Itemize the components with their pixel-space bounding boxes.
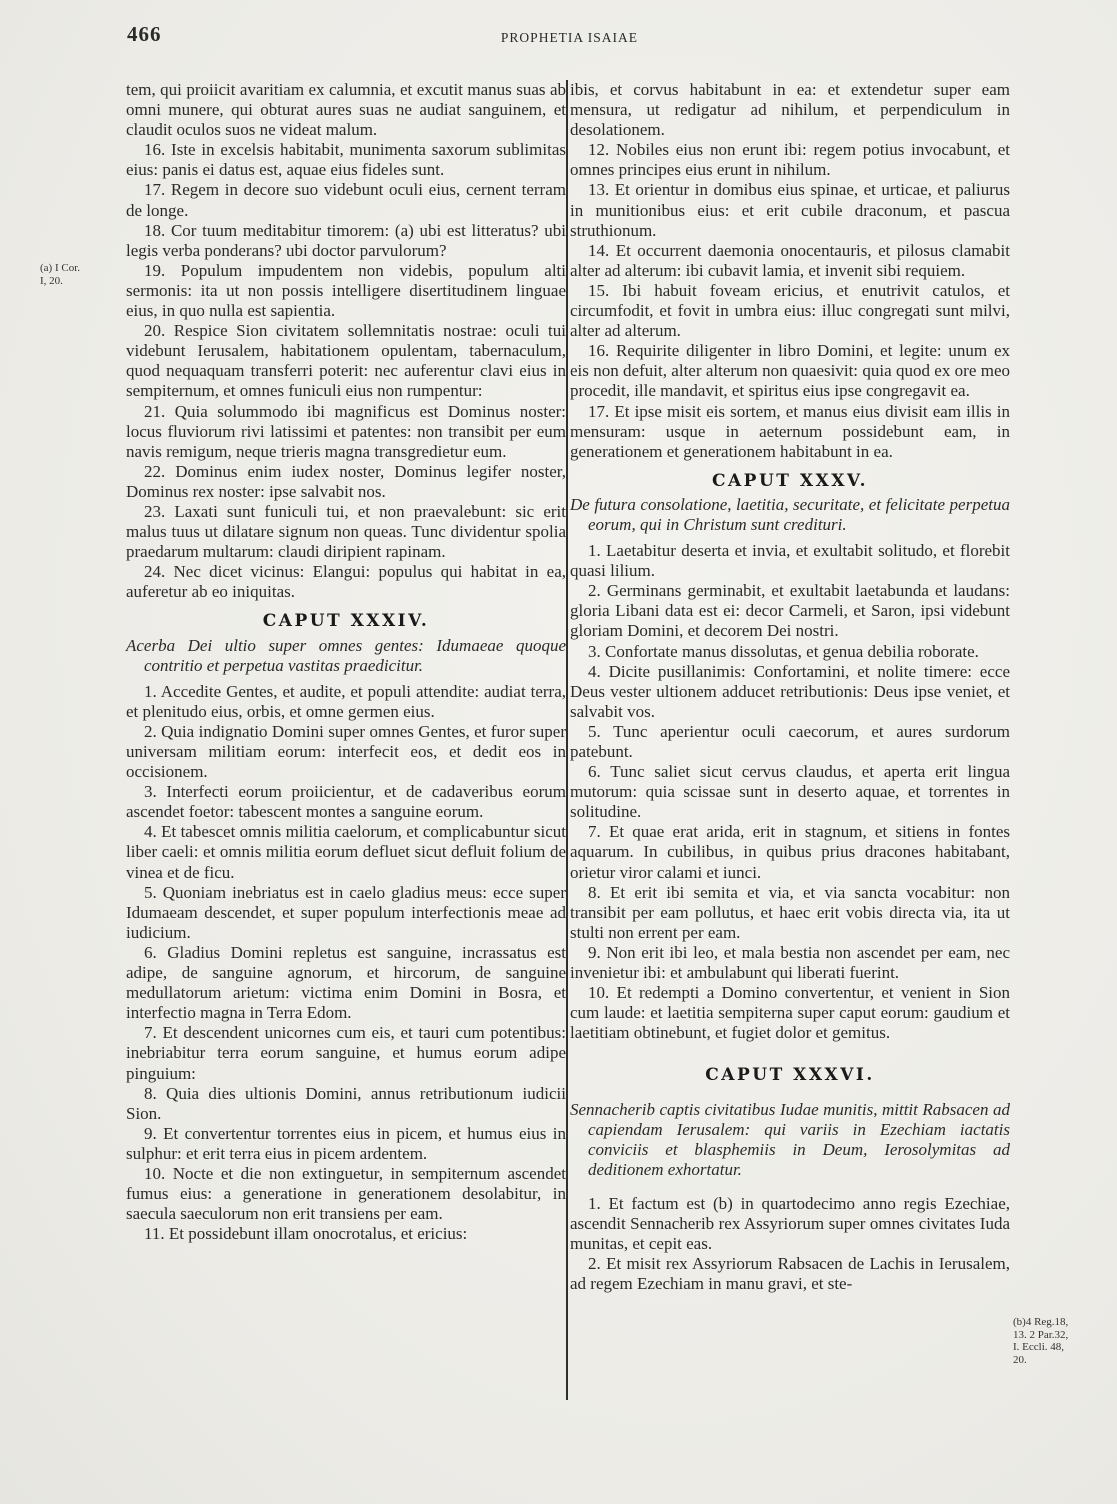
verse: 17. Regem in decore suo videbunt oculi eius, cernent terram de longe. — [126, 180, 566, 220]
chapter-summary: Sennacherib captis civitatibus Iudae munitis, mittit Rabsacen ad capiendam Ierusalem: qui variis in Ezechiam iactatis conviciis et blasphemiis in Deum, Ierosolymitas ad deditionem exhortatur. — [570, 1099, 1010, 1179]
verse: 15. Ibi habuit foveam ericius, et enutrivit catulos, et circumfodit, et fovit in umbra eius: illuc congregati sunt milvi, alter ad alterum. — [570, 280, 1010, 341]
verse: 8. Et erit ibi semita et via, et via sancta vocabitur: non transibit per eam pollutus, et haec erit vobis directa via, ita ut stulti non errent per eam. — [570, 882, 1010, 942]
verse: tem, qui proiicit avaritiam ex calumnia, et excutit manus suas ab omni munere, qui obturat aures suas ne audiat sanguinem, et claudit oculos suos ne videat malum. — [126, 80, 566, 140]
verse: 16. Requirite diligenter in libro Domini, et legite: unum ex eis non defuit, alter alterum non quaesivit: quia quod ex ore meo procedit, ille mandavit, et spiritus eius ipse congregavit ea. — [570, 341, 1010, 401]
verse: 13. Et orientur in domibus eius spinae, et urticae, et paliurus in munitionibus eius: et erit cubile draconum, et pascua struthionum. — [570, 180, 1010, 240]
verse: 24. Nec dicet vicinus: Elangui: populus qui habitat in ea, auferetur ab eo iniquitas. — [126, 562, 566, 602]
margin-note-line: (b)4 Reg.18, — [1013, 1316, 1069, 1328]
chapter-summary: De futura consolatione, laetitia, securitate, et felicitate perpetua eorum, qui in Christum sunt credituri. — [570, 494, 1010, 534]
chapter-heading: CAPUT XXXVI. — [705, 1065, 875, 1086]
margin-note-line: 20. — [1013, 1353, 1027, 1366]
verse: 2. Et misit rex Assyriorum Rabsacen de Lachis in Ierusalem, ad regem Ezechiam in manu gravi, et ste- — [570, 1254, 1010, 1294]
margin-note-line: (a) I Cor. — [40, 262, 81, 274]
verse: 6. Gladius Domini repletus est sanguine, incrassatus est adipe, de sanguine agnorum, et hircorum, de sanguine medullatorum arietum: victima enim Domini in Bosra, et interfectio magna in Terra Edom. — [126, 942, 566, 1023]
right-column — [570, 80, 1010, 1294]
verse: 1. Et factum est (b) in quartodecimo anno regis Ezechiae, ascendit Sennacherib rex Assyriorum super omnes civitates Iuda munitas, et cepit eas. — [570, 1193, 1010, 1254]
verse: 10. Et redempti a Domino convertentur, et venient in Sion cum laude: et laetitia sempiterna super caput eorum: gaudium et laetitiam obtinebunt, et fugiet dolor et gemitus. — [570, 983, 1010, 1043]
verse: 8. Quia dies ultionis Domini, annus retributionum iudicii Sion. — [126, 1083, 566, 1123]
verse: 6. Tunc saliet sicut cervus claudus, et aperta erit lingua mutorum: quia scissae sunt in deserto aquae, et torrentes in solitudine. — [570, 762, 1010, 822]
verse: 10. Nocte et die non extinguetur, in sempiternum ascendet fumus eius: a generatione in generationem desolabitur, in saecula saeculorum non erit transiens per eam. — [126, 1163, 566, 1224]
verse: 9. Non erit ibi leo, et mala bestia non ascendet per eam, nec invenietur ibi: et ambulabunt qui liberati fuerint. — [570, 942, 1010, 983]
verse: 1. Accedite Gentes, et audite, et populi attendite: audiat terra, et plenitudo eius, orbis, et omne germen eius. — [126, 681, 566, 721]
left-column — [126, 80, 566, 1244]
verse: 4. Et tabescet omnis militia caelorum, et complicabuntur sicut liber caeli: et omnis militia eorum defluet sicut defluit folium de vinea et de ficu. — [126, 822, 566, 882]
verse: ibis, et corvus habitabunt in ea: et extendetur super eam mensura, ut redigatur ad nihilum, et perpendiculum in desolationem. — [570, 80, 1010, 140]
verse: 16. Iste in excelsis habitabit, munimenta saxorum sublimitas eius: panis ei datus est, aquae eius fideles sunt. — [126, 140, 566, 180]
verse: 14. Et occurrent daemonia onocentauris, et pilosus clamabit alter ad alterum: ibi cubavit lamia, et invenit sibi requiem. — [570, 240, 1010, 280]
margin-note-right — [1013, 1316, 1103, 1366]
chapter-heading: CAPUT XXXV. — [711, 470, 869, 491]
chapter-summary: Acerba Dei ultio super omnes gentes: Idumaeae quoque contritio et perpetua vastitas praedicitur. — [126, 635, 566, 675]
page-number: 466 — [127, 22, 162, 46]
verse: 19. Populum impudentem non videbis, populum alti sermonis: ita ut non possis intelligere disertitudinem linguae eius, in quo nulla est sapientia. — [126, 260, 566, 321]
verse: 1. Laetabitur deserta et invia, et exultabit solitudo, et florebit quasi lilium. — [570, 541, 1010, 581]
verse: 3. Interfecti eorum proiicientur, et de cadaveribus eorum ascendet foetor: tabescent montes a sanguine eorum. — [126, 782, 566, 822]
verse: 23. Laxati sunt funiculi tui, et non praevalebunt: sic erit malus tuus ut dilatare signum non queas. Tunc dividentur spolia praedarum multarum: claudi diripient rapinam. — [126, 501, 566, 562]
margin-note-line: I. Eccli. 48, — [1013, 1341, 1065, 1353]
verse: 7. Et quae erat arida, erit in stagnum, et sitiens in fontes aquarum. In cubilibus, in quibus prius dracones habitabant, orietur viror calami et iunci. — [570, 822, 1010, 882]
page-header — [127, 22, 1012, 52]
verse: 2. Germinans germinabit, et exultabit laetabunda et laudans: gloria Libani data est ei: decor Carmeli, et Saron, ipsi videbunt gloriam Domini, et decorem Dei nostri. — [570, 581, 1010, 641]
verse: 22. Dominus enim iudex noster, Dominus legifer noster, Dominus rex noster: ipse salvabit nos. — [126, 461, 566, 501]
verse: 11. Et possidebunt illam onocrotalus, et ericius: — [144, 1224, 468, 1244]
verse: 21. Quia solummodo ibi magnificus est Dominus noster: locus fluviorum rivi latissimi et patentes: non transibit per eum navis remigum, neque trieris magna transgredietur eum. — [126, 401, 566, 461]
verse: 3. Confortate manus dissolutas, et genua debilia roborate. — [588, 641, 979, 661]
verse: 9. Et convertentur torrentes eius in picem, et humus eius in sulphur: et erit terra eius in picem ardentem. — [126, 1123, 566, 1163]
verse: 12. Nobiles eius non erunt ibi: regem potius invocabunt, et omnes principes eius erunt in nihilum. — [570, 140, 1010, 180]
margin-note-line: 13. 2 Par.32, — [1013, 1328, 1069, 1341]
verse: 4. Dicite pusillanimis: Confortamini, et nolite timere: ecce Deus vester ultionem adducet retributionis: Deus ipse veniet, et salvabit vos. — [570, 661, 1010, 721]
margin-note-left — [40, 262, 120, 287]
chapter-heading: CAPUT XXXIV. — [262, 611, 430, 632]
verse: 7. Et descendent unicornes cum eis, et tauri cum potentibus: inebriabitur terra eorum sanguine, et humus eorum adipe pinguium: — [126, 1023, 566, 1083]
column-divider — [566, 80, 568, 1400]
verse: 2. Quia indignatio Domini super omnes Gentes, et furor super universam militiam eorum: interfecit eos, et dedit eos in occisionem. — [126, 721, 566, 782]
running-title: PROPHETIA ISAIAE — [500, 30, 639, 45]
verse: 20. Respice Sion civitatem sollemnitatis nostrae: oculi tui videbunt Ierusalem, habitationem opulentam, tabernaculum, quod nequaquam transferri poterit: nec auferentur clavi eius in sempiternum, et omnes funiculi eius non rumpentur: — [126, 321, 566, 401]
verse: 5. Tunc aperientur oculi caecorum, et aures surdorum patebunt. — [570, 721, 1010, 761]
verse: 17. Et ipse misit eis sortem, et manus eius divisit eam illis in mensuram: usque in aeternum possidebunt eam, in generationem et generationem habitabunt in ea. — [570, 401, 1010, 461]
margin-note-line: I, 20. — [40, 274, 63, 287]
verse: 18. Cor tuum meditabitur timorem: (a) ubi est litteratus? ubi legis verba ponderans? ubi doctor parvulorum? — [126, 220, 566, 260]
verse: 5. Quoniam inebriatus est in caelo gladius meus: ecce super Idumaeam descendet, et super populum interfectionis meae ad iudicium. — [126, 882, 566, 942]
